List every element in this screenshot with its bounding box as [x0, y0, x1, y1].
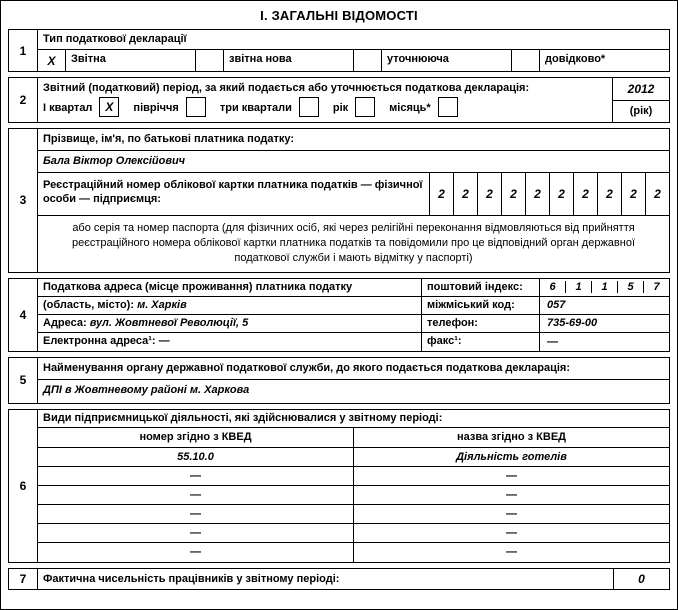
phone-field[interactable]: 735-69-00 — [547, 317, 598, 330]
period-label-try-kvartaly: три квартали — [219, 102, 292, 114]
checkbox-zvitna-mark: X — [47, 53, 56, 68]
kved-name-cell[interactable]: — — [506, 526, 517, 539]
email-label: Електронна адреса¹: — [43, 334, 156, 347]
reporting-period-label: Звітний (податковий) період, за який подається або уточнюється податкова декларація: — [43, 82, 530, 94]
kved-name-cell[interactable]: — — [506, 507, 517, 520]
registration-number-label: Реєстраційний номер облікової картки платника податків — фізичної особи — підприємця: — [43, 179, 423, 206]
kved-name-cell[interactable]: — — [506, 488, 517, 501]
taxpayer-name-field[interactable]: Бала Віктор Олексійович — [38, 151, 669, 173]
postal-index-field — [540, 279, 669, 296]
reg-digit-cell[interactable]: 2 — [597, 173, 621, 215]
section-reporting-period — [8, 77, 670, 123]
street-row — [38, 315, 422, 332]
section-declaration-type — [8, 29, 670, 72]
kved-row — [38, 467, 669, 486]
reg-digit-cell[interactable]: 2 — [501, 173, 525, 215]
checkbox-dovidkovo[interactable] — [512, 50, 540, 71]
kved-row — [38, 448, 669, 467]
checkbox-misyats[interactable] — [438, 97, 458, 117]
year-field[interactable]: 2012 — [613, 78, 669, 101]
reg-digit-cell[interactable]: 2 — [429, 173, 453, 215]
street-field[interactable]: вул. Жовтневої Революції, 5 — [89, 316, 249, 329]
section-taxpayer-identity — [8, 128, 670, 273]
kved-code-cell[interactable]: 55.10.0 — [38, 448, 354, 466]
year-unit-label: (рік) — [629, 105, 653, 118]
kved-name-cell[interactable]: — — [506, 545, 517, 558]
fax-label: факс¹: — [422, 333, 540, 351]
kved-code-cell[interactable]: — — [38, 505, 354, 523]
tax-office-field[interactable]: ДПІ в Жовтневому районі м. Харкова — [43, 383, 250, 396]
kved-name-cell[interactable]: — — [506, 469, 517, 482]
checkbox-pivrichchya[interactable] — [186, 97, 206, 117]
city-label: (область, місто): — [43, 298, 134, 311]
kved-row — [38, 505, 669, 524]
email-row — [38, 333, 422, 351]
kved-code-cell[interactable]: — — [38, 543, 354, 562]
section-1-number: 1 — [9, 30, 38, 71]
period-label-rik: рік — [332, 102, 349, 114]
postal-digit-cell[interactable]: 1 — [565, 281, 591, 293]
employee-count-label: Фактична чисельність працівників у звітному періоді: — [43, 572, 340, 585]
section-employee-count — [8, 568, 670, 590]
checkbox-try-kvartaly[interactable] — [299, 97, 319, 117]
postal-index-label: поштовий індекс: — [422, 279, 540, 296]
kved-name-header: назва згідно з КВЕД — [456, 430, 567, 443]
option-label-zvitna: Звітна — [66, 50, 196, 71]
kved-name-cell[interactable]: Діяльність готелів — [456, 450, 567, 463]
section-4-number: 4 — [9, 279, 38, 351]
postal-digit-cell[interactable]: 6 — [549, 281, 556, 294]
kved-row — [38, 543, 669, 562]
checkbox-i-kvartal[interactable] — [99, 97, 119, 117]
reg-digit-cell[interactable]: 2 — [549, 173, 573, 215]
period-label-i-kvartal: І квартал — [43, 102, 93, 114]
phone-label: телефон: — [422, 315, 540, 332]
checkbox-zvitna[interactable] — [38, 50, 66, 71]
reg-digit-cell[interactable]: 2 — [525, 173, 549, 215]
tax-office-label: Найменування органу державної податкової служби, до якого подається податкова декларація: — [38, 358, 669, 380]
period-label-pivrichchya: півріччя — [133, 102, 179, 114]
city-field[interactable]: м. Харків — [137, 298, 187, 311]
kved-code-cell[interactable]: — — [38, 486, 354, 504]
street-label: Адреса: — [43, 316, 87, 329]
section-6-number: 6 — [9, 410, 38, 562]
fax-field[interactable]: — — [547, 335, 558, 348]
section-business-activities — [8, 409, 670, 563]
passport-note: або серія та номер паспорта (для фізичних осіб, які через релігійні переконання відмовляються від прийняття реєстраційного номера облікової картки платника податків та повідомили про це відповідний орган державної податкової служби і мають відмітку у паспорті) — [71, 222, 636, 264]
kved-code-header: номер згідно з КВЕД — [38, 428, 354, 447]
option-label-utochnyuyucha: уточнююча — [382, 50, 512, 71]
area-code-label: міжміський код: — [422, 297, 540, 314]
period-options — [43, 99, 607, 117]
reg-digit-cell[interactable]: 2 — [621, 173, 645, 215]
email-field[interactable]: — — [158, 334, 170, 347]
area-code-field[interactable]: 057 — [547, 299, 566, 312]
page-title: І. ЗАГАЛЬНІ ВІДОМОСТІ — [260, 8, 418, 23]
option-label-zvitna-nova: звітна нова — [224, 50, 354, 71]
section-5-number: 5 — [9, 358, 38, 403]
employee-count-field[interactable]: 0 — [613, 569, 669, 589]
reg-digit-cell[interactable]: 2 — [573, 173, 597, 215]
declaration-type-label: Тип податкової декларації — [38, 30, 669, 50]
kved-code-cell[interactable]: — — [38, 467, 354, 485]
checkbox-zvitna-nova[interactable] — [196, 50, 224, 71]
tax-address-label: Податкова адреса (місце проживання) платника податку — [38, 279, 422, 296]
checkbox-utochnyuyucha[interactable] — [354, 50, 382, 71]
activities-label: Види підприємницької діяльності, які здійснювалися у звітному періоді: — [38, 410, 669, 428]
section-tax-address — [8, 278, 670, 352]
section-2-number: 2 — [9, 78, 38, 122]
city-row — [38, 297, 422, 314]
section-7-number: 7 — [9, 569, 38, 589]
kved-code-cell[interactable]: — — [38, 524, 354, 542]
period-label-misyats: місяць* — [389, 102, 431, 114]
checkbox-i-kvartal-mark: X — [105, 100, 114, 114]
checkbox-rik[interactable] — [355, 97, 375, 117]
taxpayer-name-label: Прізвище, ім'я, по батькові платника податку: — [38, 129, 669, 151]
option-label-dovidkovo: довідково* — [545, 53, 606, 65]
reg-digit-cell[interactable]: 2 — [645, 173, 669, 215]
declaration-type-options — [38, 50, 669, 71]
postal-digit-cell[interactable]: 7 — [643, 281, 669, 293]
postal-digit-cell[interactable]: 1 — [591, 281, 617, 293]
kved-row — [38, 486, 669, 505]
section-tax-office — [8, 357, 670, 404]
kved-header-row — [38, 428, 669, 448]
reg-digit-cell[interactable]: 2 — [477, 173, 501, 215]
reg-digit-cell[interactable]: 2 — [453, 173, 477, 215]
postal-digit-cell[interactable]: 5 — [617, 281, 643, 293]
kved-row — [38, 524, 669, 543]
section-3-number: 3 — [9, 129, 38, 272]
